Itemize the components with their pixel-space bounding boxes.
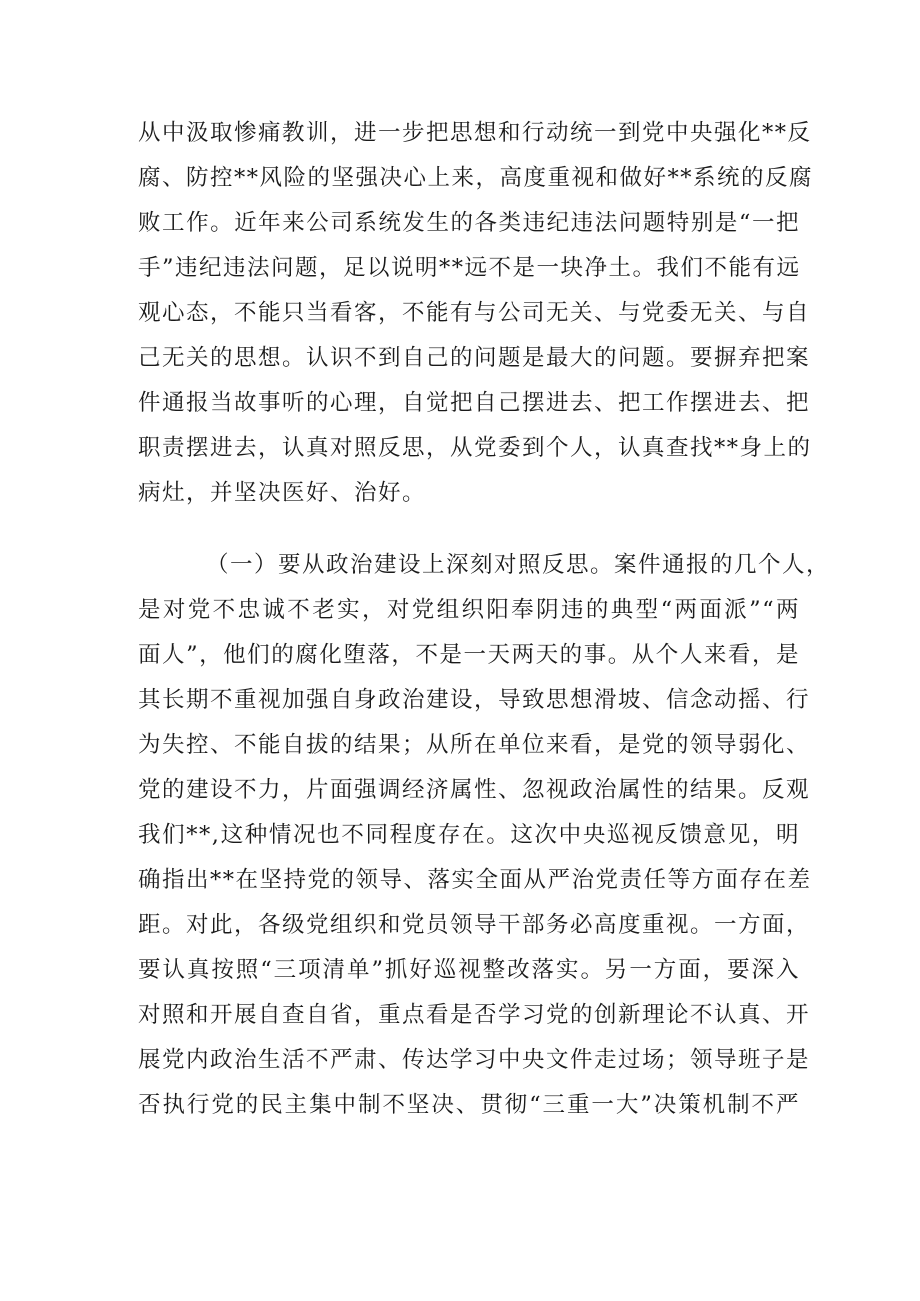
paragraph-2: [138, 543, 831, 1128]
paragraph-2-line: 我们**,这种情况也不同程度存在。这次中央巡视反馈意见，明: [138, 822, 800, 848]
paragraph-2-line: 否执行党的民主集中制不坚决、贯彻“三重一大”决策机制不严: [138, 1092, 800, 1118]
paragraph-1-line: 手”违纪违法问题，足以说明**远不是一块净土。我们不能有远: [138, 255, 801, 281]
paragraph-1-line: 职责摆进去，认真对照反思，从党委到个人，认真查找**身上的: [138, 435, 812, 461]
paragraph-1-line: 败工作。近年来公司系统发生的各类违纪违法问题特别是“一把: [138, 210, 800, 236]
paragraph-2-line: 对照和开展自查自省，重点看是否学习党的创新理论不认真、开: [138, 1002, 811, 1028]
paragraph-2-line: 距。对此，各级党组织和党员领导干部务必高度重视。一方面，: [138, 912, 811, 938]
paragraph-2-heading-line: （一）要从政治建设上深刻对照反思。案件通报的几个人，: [206, 552, 831, 578]
paragraph-1-line: 件通报当故事听的心理，自觉把自己摆进去、把工作摆进去、把: [138, 390, 811, 416]
paragraph-1-line: 观心态，不能只当看客，不能有与公司无关、与党委无关、与自: [138, 300, 811, 326]
paragraph-2-line: 要认真按照“三项清单”抓好巡视整改落实。另一方面，要深入: [138, 957, 800, 983]
paragraph-2-line: 面人”，他们的腐化堕落，不是一天两天的事。从个人来看，是: [138, 642, 800, 668]
paragraph-1-line: 腐、防控**风险的坚强决心上来，高度重视和做好**系统的反腐: [138, 165, 814, 191]
paragraph-2-line: 是对党不忠诚不老实，对党组织阳奉阴违的典型“两面派”“两: [138, 597, 800, 623]
paragraph-1-line: 从中汲取惨痛教训，进一步把思想和行动统一到党中央强化**反: [138, 120, 812, 146]
paragraph-1: [138, 111, 814, 516]
paragraph-2-line: 党的建设不力，片面强调经济属性、忽视政治属性的结果。反观: [138, 777, 811, 803]
paragraph-2-line: 展党内政治生活不严肃、传达学习中央文件走过场；领导班子是: [138, 1047, 811, 1073]
paragraph-2-line: 确指出**在坚持党的领导、落实全面从严治党责任等方面存在差: [138, 867, 812, 893]
paragraph-1-line: 病灶，并坚决医好、治好。: [138, 480, 427, 506]
paragraph-1-line: 己无关的思想。认识不到自己的问题是最大的问题。要摒弃把案: [138, 345, 811, 371]
paragraph-2-line: 为失控、不能自拔的结果；从所在单位来看，是党的领导弱化、: [138, 732, 811, 758]
paragraph-2-line: 其长期不重视加强自身政治建设，导致思想滑坡、信念动摇、行: [138, 687, 811, 713]
